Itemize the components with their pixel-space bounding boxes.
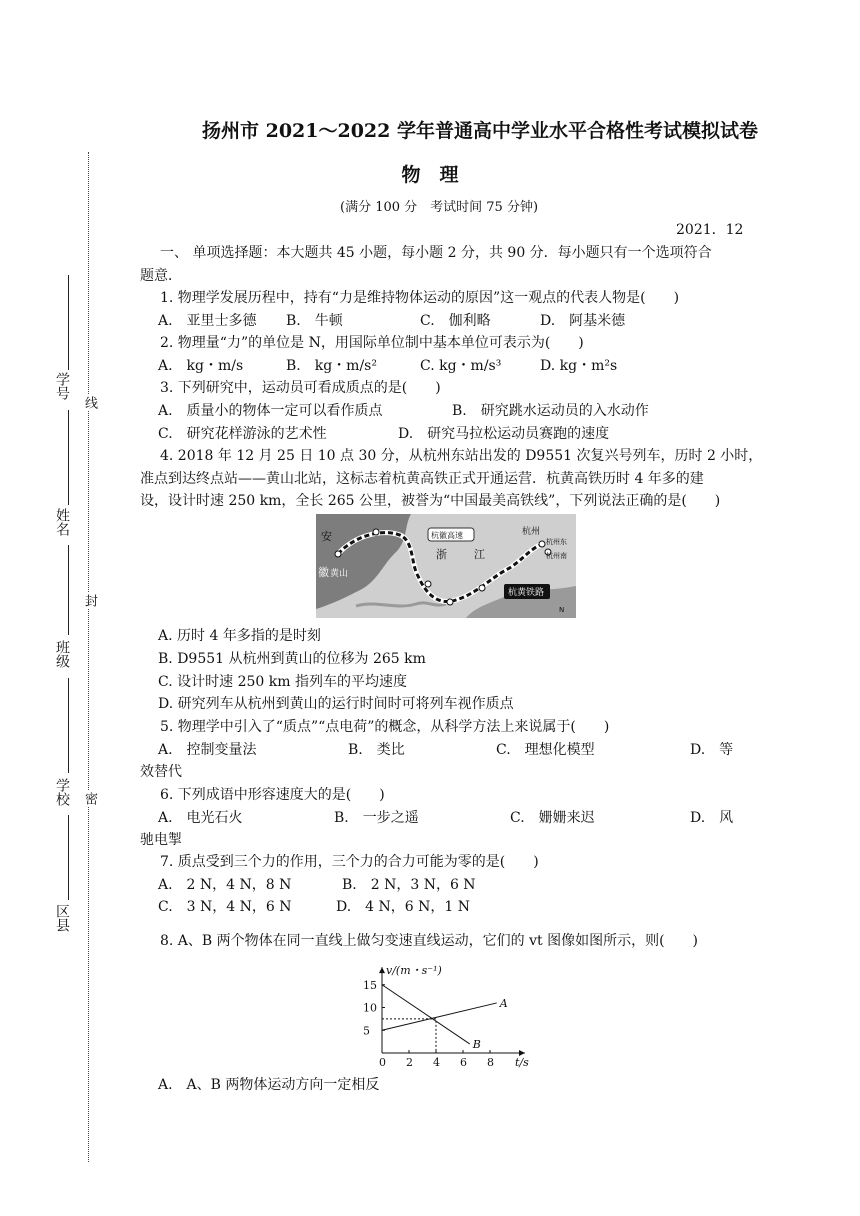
y-axis-label: v/(m・s⁻¹) (386, 964, 442, 977)
map-label-hznan: 杭州南 (546, 552, 567, 560)
q2-option-a: A. kg・m/s (158, 358, 244, 374)
y-tick-label: 10 (363, 1001, 377, 1015)
map-label-zhe: 浙 (436, 548, 447, 561)
q2-stem: 2. 物理量“力”的单位是 N，用国际单位制中基本单位可表示为( ) (160, 335, 584, 351)
q5-option-d: D. 等 (690, 742, 734, 758)
mark-xian: 线 (82, 396, 97, 409)
map-north-label: N (559, 606, 565, 614)
map-svg (316, 514, 576, 618)
anhui-region (316, 514, 411, 609)
series-label-B: B (472, 1037, 481, 1051)
x-axis-label: t/s (515, 1056, 529, 1069)
q7-option-b: B. 2 N，3 N，6 N (342, 877, 476, 893)
name-blank (68, 410, 69, 505)
station-marker (373, 529, 379, 535)
q4-stem-line2: 准点到达终点站——黄山北站，这标志着杭黄高铁正式开通运营．杭黄高铁历时 4 年多的建 (140, 471, 704, 487)
y-axis-arrow (379, 967, 385, 973)
school-blank (68, 678, 69, 773)
q4-option-d: D. 研究列车从杭州到黄山的运行时间时可将列车视作质点 (158, 696, 514, 712)
q1-stem: 1. 物理学发展历程中，持有“力是维持物体运动的原因”这一观点的代表人物是( ) (160, 290, 680, 306)
station-hangzhou (539, 541, 545, 547)
q5-option-b: B. 类比 (348, 742, 405, 758)
q3-stem: 3. 下列研究中，运动员可看成质点的是( ) (160, 380, 441, 396)
district-blank (68, 815, 69, 900)
station-marker (479, 585, 485, 591)
q6-option-c: C. 姗姗来迟 (510, 810, 595, 826)
q3-option-c: C. 研究花样游泳的艺术性 (158, 426, 327, 442)
y-tick-label: 5 (363, 1024, 370, 1038)
label-student-id: 学号 (54, 372, 70, 400)
vt-chart (360, 962, 530, 1074)
q2-option-c: C. kg・m/s³ (420, 358, 502, 374)
label-name: 姓名 (54, 508, 70, 536)
q1-option-d: D. 阿基米德 (540, 313, 626, 329)
x-tick-label: 2 (406, 1056, 413, 1069)
label-district: 区县 (54, 904, 70, 932)
map-label-jiang: 江 (474, 548, 485, 561)
q6-option-d-wrap: 驰电掣 (140, 832, 182, 848)
student-id-blank (68, 275, 69, 370)
q5-option-a: A. 控制变量法 (158, 742, 257, 758)
map-label-huangshan: 黄山 (330, 569, 349, 579)
x-tick-label: 6 (460, 1056, 467, 1069)
q1-option-b: B. 牛顿 (286, 313, 343, 329)
river (356, 603, 446, 606)
q3-option-a: A. 质量小的物体一定可以看作质点 (158, 403, 383, 419)
map-label-hui: 徽 (318, 566, 329, 579)
map-label-hangzhou: 杭州 (522, 527, 541, 537)
section-heading: 一、 单项选择题：本大题共 45 小题，每小题 2 分，共 90 分．每小题只有一个选项符合 (160, 245, 712, 261)
label-class: 班级 (54, 640, 70, 668)
binding-dotted-line (88, 152, 89, 1162)
mark-mi: 密 (82, 792, 97, 805)
q6-option-a: A. 电光石火 (158, 810, 243, 826)
paper-title: 扬州市 2021～2022 学年普通高中学业水平合格性考试模拟试卷 (202, 120, 758, 142)
q7-option-a: A. 2 N，4 N，8 N (158, 877, 292, 893)
class-blank (68, 545, 69, 635)
q7-option-c: C. 3 N，4 N，6 N (158, 899, 292, 915)
q3-option-d: D. 研究马拉松运动员赛跑的速度 (398, 426, 610, 442)
q4-stem-line3: 设，设计时速 250 km，全长 265 公里，被誉为“中国最美高铁线”，下列说法正确的是( ) (140, 493, 721, 509)
mark-feng: 封 (82, 594, 97, 607)
railway-map (316, 514, 576, 618)
x-tick-label: 4 (433, 1056, 440, 1069)
y-tick-label: 15 (363, 978, 377, 992)
q2-option-d: D. kg・m²s (540, 358, 618, 374)
q8-stem: 8. A、B 两个物体在同一直线上做匀变速直线运动，它们的 vt 图像如图所示，则( ) (160, 933, 699, 949)
series-label-A: A (499, 996, 508, 1010)
station-huangshan (335, 551, 341, 557)
q6-option-b: B. 一步之遥 (334, 810, 419, 826)
section-heading-cont: 题意． (140, 268, 182, 284)
x-tick-label: 0 (379, 1056, 386, 1069)
q7-option-d: D. 4 N，6 N，1 N (336, 899, 470, 915)
q8-option-a: A. A、B 两物体运动方向一定相反 (158, 1077, 380, 1093)
q4-stem-line1: 4. 2018 年 12 月 25 日 10 点 30 分，从杭州东站出发的 D9551 次复兴号列车，历时 2 小时， (160, 448, 763, 464)
station-marker (447, 599, 453, 605)
q5-option-d-wrap: 效替代 (140, 764, 182, 780)
map-label-an: 安 (321, 530, 332, 543)
q6-option-d: D. 风 (690, 810, 734, 826)
series-line-A (382, 1003, 497, 1030)
map-label-route: 杭黄铁路 (508, 588, 545, 598)
q4-option-b: B. D9551 从杭州到黄山的位移为 265 km (158, 651, 426, 667)
q5-option-c: C. 理想化模型 (496, 742, 595, 758)
q4-option-c: C. 设计时速 250 km 指列车的平均速度 (158, 674, 407, 690)
q1-option-c: C. 伽利略 (420, 313, 491, 329)
exam-date: 2021．12 (676, 222, 744, 238)
q3-option-b: B. 研究跳水运动员的入水动作 (452, 403, 649, 419)
map-label-hzdong: 杭州东 (546, 538, 567, 546)
x-tick-label: 8 (487, 1056, 494, 1069)
q1-option-a: A. 亚里士多德 (158, 313, 257, 329)
series-line-B (382, 985, 470, 1044)
q7-stem: 7. 质点受到三个力的作用，三个力的合力可能为零的是( ) (160, 854, 539, 870)
q6-stem: 6. 下列成语中形容速度大的是( ) (160, 787, 385, 803)
label-school: 学校 (54, 778, 70, 806)
q5-stem: 5. 物理学中引入了“质点”“点电荷”的概念，从科学方法上来说属于( ) (160, 719, 610, 735)
q2-option-b: B. kg・m/s² (286, 358, 377, 374)
map-label-highway: 杭徽高速 (431, 531, 463, 540)
exam-info: (满分 100 分 考试时间 75 分钟) (340, 200, 539, 215)
station-marker (425, 581, 431, 587)
q4-option-a: A. 历时 4 年多指的是时刻 (158, 628, 321, 644)
subject-title: 物 理 (401, 164, 459, 186)
